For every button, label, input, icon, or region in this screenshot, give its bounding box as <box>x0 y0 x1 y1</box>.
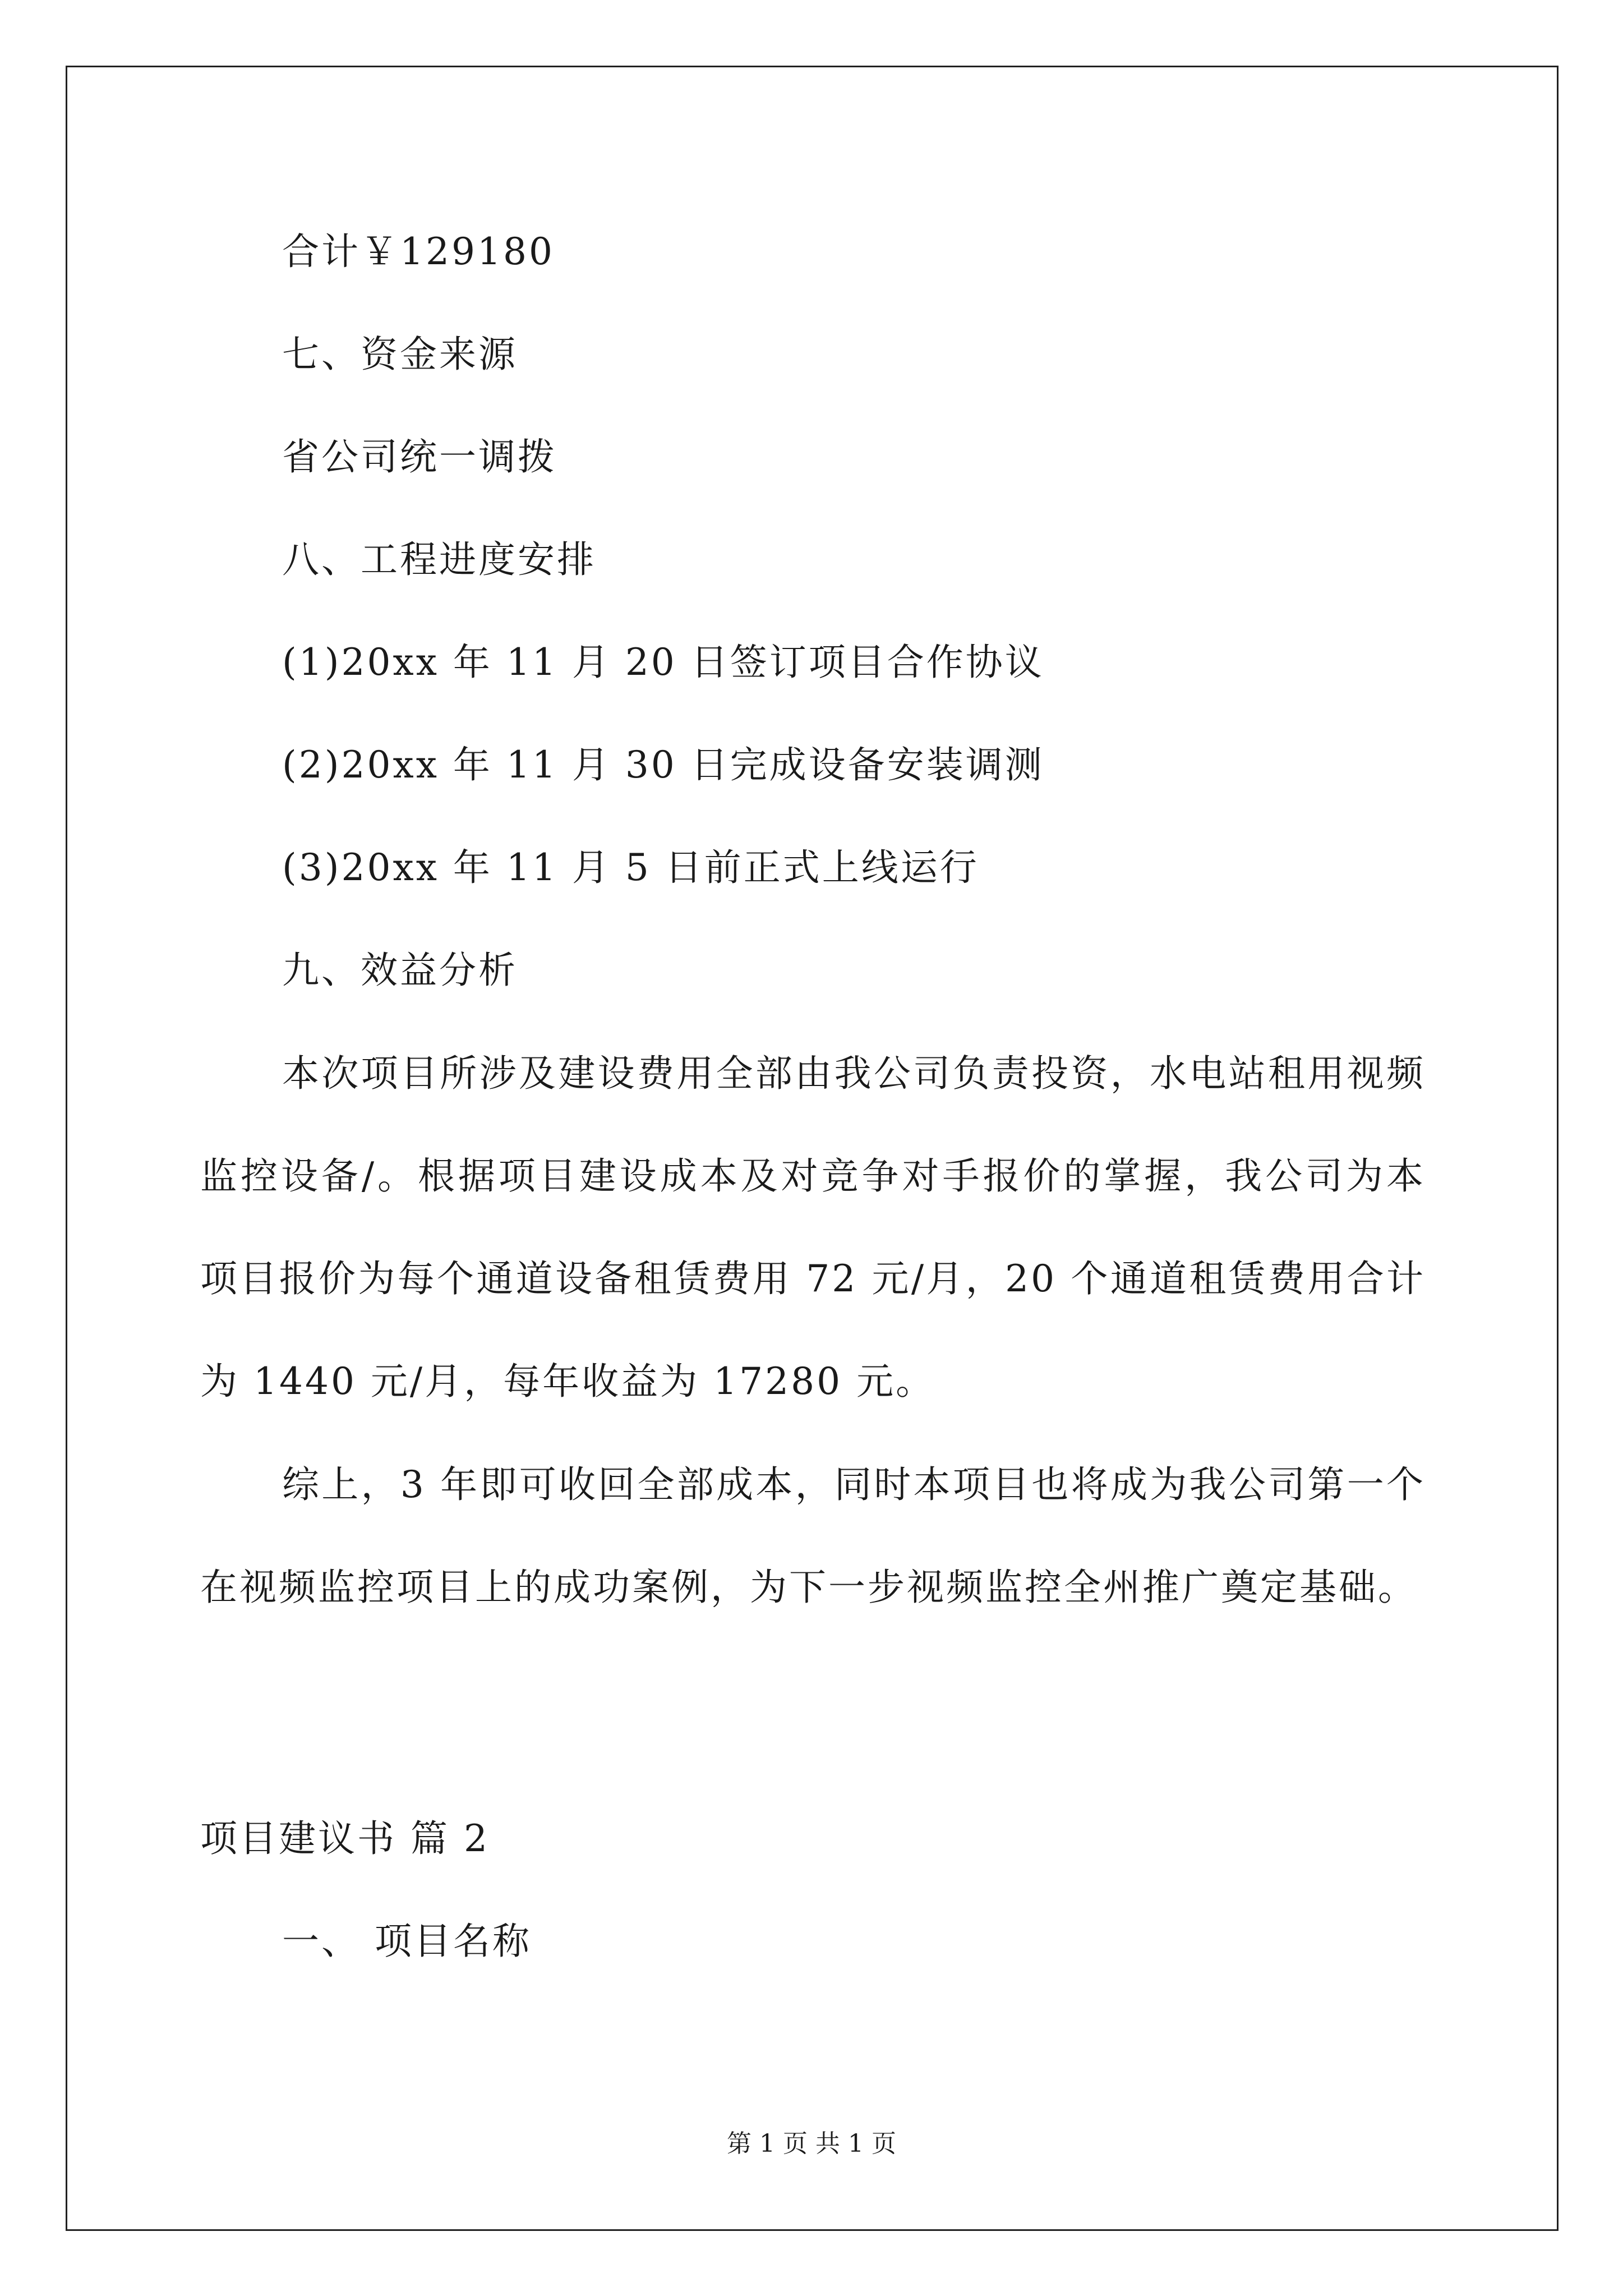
schedule-item-1: (1)20xx 年 11 月 20 日签订项目合作协议 <box>282 641 1044 684</box>
total-line: 合计￥129180 <box>282 230 555 273</box>
conclusion-paragraph: 综上，3 年即可收回全部成本，同时本项目也将成为我公司第一个在视频监控项目上的成功案例，为下一步视频监控全州推广奠定基础。 <box>200 1463 1426 1609</box>
section-7-body: 省公司统一调拨 <box>282 435 557 478</box>
schedule-item-2: (2)20xx 年 11 月 30 日完成设备安装调测 <box>282 743 1044 786</box>
page-footer: 第 1 页 共 1 页 <box>727 2129 896 2158</box>
benefit-paragraph: 本次项目所涉及建设费用全部由我公司负责投资，水电站租用视频监控设备/。根据项目建设成本及对竞争对手报价的掌握，我公司为本项目报价为每个通道设备租赁费用 72 元/月，20 个通道租赁费用合计为 1440 元/月，每年收益为 17280 元。 <box>200 1052 1426 1403</box>
section-7-title: 七、资金来源 <box>282 333 518 376</box>
section-8-title: 八、工程进度安排 <box>282 538 596 581</box>
next-section-heading: 项目建议书 篇 2 <box>200 1817 490 1860</box>
schedule-item-3: (3)20xx 年 11 月 5 日前正式上线运行 <box>282 846 979 889</box>
section-9-title: 九、效益分析 <box>282 949 518 992</box>
next-section-item-1: 一、 项目名称 <box>282 1920 532 1963</box>
